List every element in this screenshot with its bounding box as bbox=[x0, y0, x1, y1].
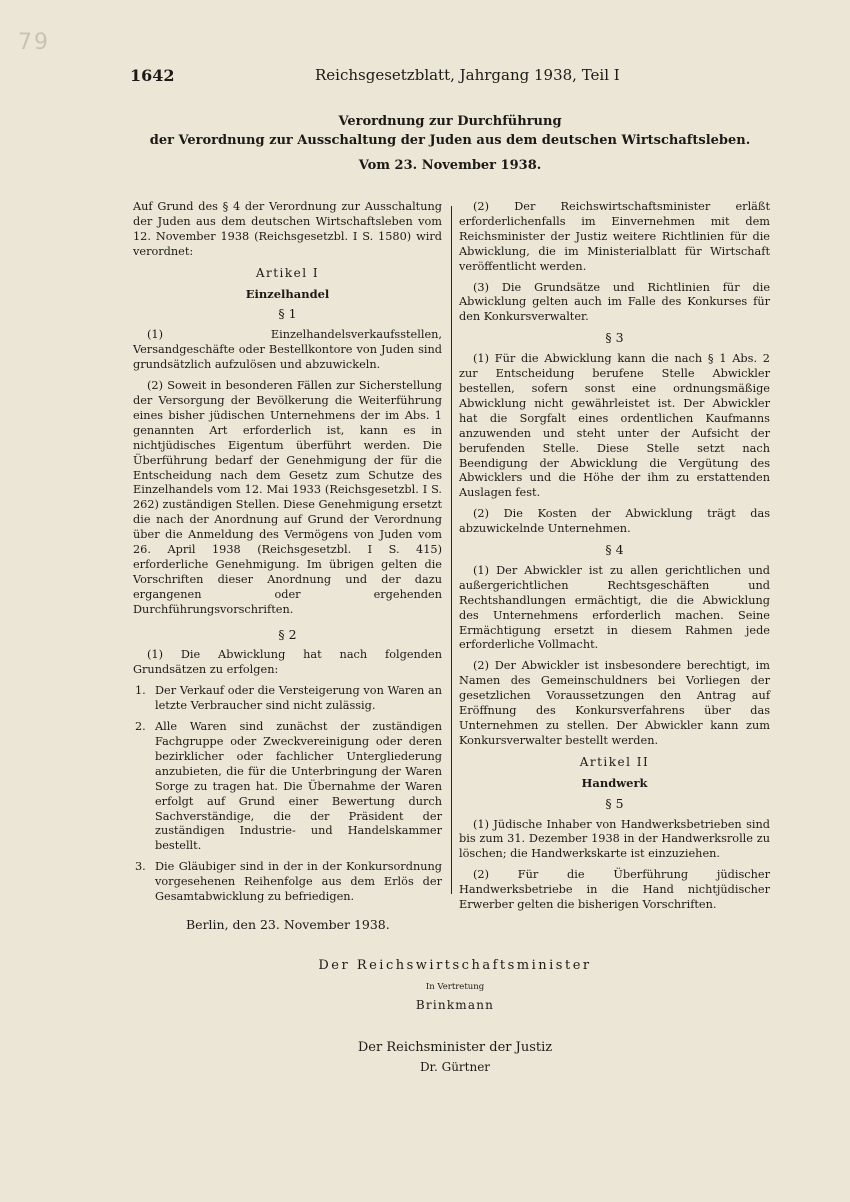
list-item-number: 3. bbox=[135, 860, 146, 874]
column-divider bbox=[451, 206, 452, 894]
paragraph-5-heading: § 5 bbox=[605, 795, 624, 811]
article-1-heading: Artikel I bbox=[255, 265, 320, 280]
list-item-text: Die Gläubiger sind in der in der Konkursordnung vorgesehenen Reihenfolge aus dem Erlös der Gesamtabwicklung zu befriedigen. bbox=[155, 860, 442, 904]
paragraph-3-clause-1: (1) Für die Abwicklung kann die nach § 1 Abs. 2 zur Entscheidung berufene Stelle Abwickler bestellen, sofern sonst eine ordnungsmäßige Abwicklung nicht gewährleistet ist. Der Abwickler hat die Sorgfalt eines ordentlichen Kaufmanns anzuwenden und steht unter der Aufsicht der berufenden Stelle. Diese Stelle setzt nach Beendigung der Abwicklung die Vergütung des Abwicklers und die Höhe der ihm zu erstattenden Auslagen fest. bbox=[459, 352, 770, 500]
list-item-text: Alle Waren sind zunächst der zuständigen Fachgruppe oder Zweckvereinigung oder deren bezirklicher oder fachlicher Untergliederung anzubieten, die für die Unterbringung der Waren Sorge zu tragen hat. Die Übernahme der Waren erfolgt auf Grund einer Bewertung durch Sachverständige, die der Präsident der zuständigen Industrie- und Handelskammer bestellt. bbox=[155, 720, 442, 853]
article-2-heading: Artikel II bbox=[579, 754, 650, 769]
title-line-1: Verordnung zur Durchführung bbox=[338, 114, 562, 129]
paragraph-4-clause-1: (1) Der Abwickler ist zu allen gerichtlichen und außergerichtlichen Rechtsgeschäften und Rechtshandlungen ermächtigt, die die Abwicklung des Unternehmens erforderlich machen. Seine Ermächtigung ersetzt in diesem Rahmen jede erforderliche Vollmacht. bbox=[459, 563, 770, 652]
paragraph-3-clause-2: (2) Die Kosten der Abwicklung trägt das abzuwickelnde Unternehmen. bbox=[459, 507, 770, 536]
paragraph-2-clause-2: (2) Der Reichswirtschaftsminister erläßt erforderlichenfalls im Einvernehmen mit dem Reichsminister der Justiz weitere Richtlinien für die Abwicklung, die im Ministerialblatt für Wirtschaft veröffentlicht werden. bbox=[459, 200, 770, 273]
signatory-2-name: Dr. Gürtner bbox=[419, 1060, 491, 1074]
left-column bbox=[133, 200, 442, 911]
paragraph-5-clause-1: (1) Jüdische Inhaber von Handwerksbetrieben sind bis zum 31. Dezember 1938 in der Handwerksrolle zu löschen; die Handwerkskarte ist einzuziehen. bbox=[459, 817, 770, 861]
intro-paragraph: Auf Grund des § 4 der Verordnung zur Ausschaltung der Juden aus dem deutschen Wirtschaftsleben vom 12. November 1938 (Reichsgesetzbl. I S. 1580) wird verordnet: bbox=[133, 200, 442, 258]
right-column bbox=[459, 200, 770, 919]
signatory-1-capacity: In Vertretung bbox=[425, 982, 485, 992]
paragraph-4-clause-2: (2) Der Abwickler ist insbesondere berechtigt, im Namen des Gemeinschuldners bei Vorliegen der gesetzlichen Voraussetzungen den Antrag auf Eröffnung des Konkursverfahrens über das Unternehmen zu stellen. Der Abwickler kann zum Konkursverwalter bestellt werden. bbox=[459, 659, 770, 747]
list-item bbox=[133, 684, 442, 714]
paragraph-2-heading: § 2 bbox=[278, 626, 297, 642]
ordinance-date: Vom 23. November 1938. bbox=[358, 158, 542, 173]
title-line-2: der Verordnung zur Ausschaltung der Juden aus dem deutschen Wirtschaftsleben. bbox=[149, 133, 751, 148]
signatory-1-title: Der Reichswirtschaftsminister bbox=[318, 958, 592, 973]
paragraph-2-intro: (1) Die Abwicklung hat nach folgenden Grundsätzen zu erfolgen: bbox=[133, 648, 442, 677]
page-number: 1642 bbox=[130, 66, 175, 85]
journal-title: Reichsgesetzblatt, Jahrgang 1938, Teil I bbox=[315, 66, 620, 84]
paragraph-5-clause-2: (2) Für die Überführung jüdischer Handwerksbetriebe in die Hand nichtjüdischer Erwerber gelten die bisherigen Vorschriften. bbox=[459, 868, 770, 912]
paragraph-1-clause-2: (2) Soweit in besonderen Fällen zur Sicherstellung der Versorgung der Bevölkerung die Weiterführung eines bisher jüdischen Unternehmens der im Abs. 1 genannten Art erforderlich ist, kann es in nichtjüdisches Eigentum überführt werden. Die Überführung bedarf der Genehmigung der für die Entscheidung nach dem Gesetz zum Schutze des Einzelhandels vom 12. Mai 1933 (Reichsgesetzbl. I S. 262) zuständigen Stellen. Diese Genehmigung ersetzt die nach der Anordnung auf Grund der Verordnung über die Anmeldung des Vermögens von Juden vom 26. April 1938 (Reichsgesetzbl. I S. 415) erforderliche Genehmigung. Im übrigen gelten die Vorschriften dieser Anordnung und der dazu ergangenen oder ergehenden Durchführungsvorschriften. bbox=[133, 379, 443, 616]
paragraph-1-heading: § 1 bbox=[278, 306, 297, 322]
signatory-1-name: Brinkmann bbox=[415, 998, 495, 1012]
list-item-number: 1. bbox=[135, 684, 146, 698]
list-item bbox=[133, 860, 442, 905]
ordinance-title bbox=[130, 114, 770, 173]
paragraph-2-clause-3: (3) Die Grundsätze und Richtlinien für die Abwicklung gelten auch im Falle des Konkurses für den Konkursverwalter. bbox=[459, 280, 770, 324]
pencil-mark: 79 bbox=[18, 30, 50, 55]
paragraph-1-clause-1: (1) Einzelhandelsverkaufsstellen, Versandgeschäfte oder Bestellkontore von Juden sind grundsätzlich aufzulösen und abzuwickeln. bbox=[133, 328, 442, 372]
section-einzelhandel: Einzelhandel bbox=[245, 286, 330, 301]
paragraph-4-heading: § 4 bbox=[605, 542, 624, 558]
list-item-text: Der Verkauf oder die Versteigerung von Waren an letzte Verbraucher sind nicht zulässig. bbox=[155, 684, 442, 713]
place-and-date: Berlin, den 23. November 1938. bbox=[186, 917, 390, 932]
principles-list bbox=[133, 684, 442, 905]
paragraph-3-heading: § 3 bbox=[605, 330, 624, 346]
list-item-number: 2. bbox=[135, 720, 146, 734]
list-item bbox=[133, 720, 442, 854]
section-handwerk: Handwerk bbox=[581, 775, 648, 790]
page-header bbox=[130, 66, 740, 88]
signatory-2-title: Der Reichsminister der Justiz bbox=[357, 1040, 553, 1055]
